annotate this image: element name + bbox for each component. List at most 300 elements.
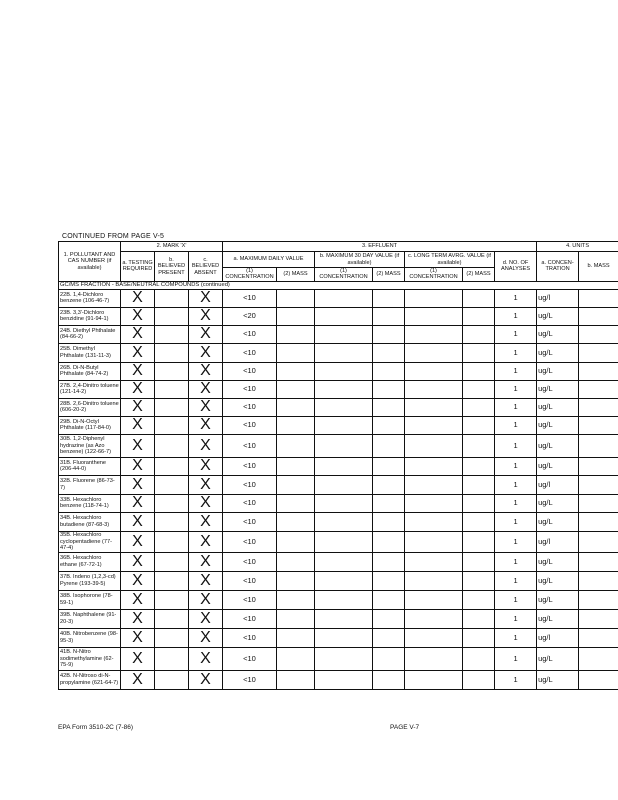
long-term-concentration[interactable] [405,571,463,590]
max-30-mass[interactable] [373,590,405,609]
max-30-concentration[interactable] [315,380,373,398]
testing-required-checkbox[interactable]: X [121,552,155,571]
mass-unit[interactable] [579,416,618,434]
concentration-unit[interactable]: ug/L [537,362,579,380]
believed-present-checkbox[interactable] [155,434,189,457]
max-daily-header: a. MAXIMUM DAILY VALUE [223,252,315,268]
max-30-concentration[interactable] [315,590,373,609]
max-daily-concentration[interactable]: <10 [223,609,277,628]
max-30-mass[interactable] [373,343,405,362]
long-term-mass[interactable] [463,325,495,343]
believed-absent-checkbox[interactable]: X [189,416,223,434]
max-30-mass[interactable] [373,647,405,670]
max-30-mass[interactable] [373,416,405,434]
max-daily-mass[interactable] [277,647,315,670]
max-daily-concentration[interactable]: <10 [223,325,277,343]
long-term-mass[interactable] [463,590,495,609]
believed-absent-checkbox[interactable]: X [189,670,223,689]
mass-unit[interactable] [579,362,618,380]
max-30-mass[interactable] [373,628,405,647]
num-analyses[interactable]: 1 [495,552,537,571]
mass-unit[interactable] [579,343,618,362]
concentration-unit[interactable]: ug/L [537,590,579,609]
believed-present-checkbox[interactable] [155,416,189,434]
believed-absent-header: c. BELIEVED ABSENT [189,252,223,282]
num-analyses[interactable]: 1 [495,475,537,494]
believed-present-checkbox[interactable] [155,475,189,494]
units-mass-header: b. MASS [579,252,618,282]
believed-present-checkbox[interactable] [155,494,189,512]
long-term-concentration[interactable] [405,398,463,416]
mass-unit[interactable] [579,628,618,647]
long-term-avg-header: c. LONG TERM AVRG. VALUE (if available) [405,252,495,268]
max-daily-concentration[interactable]: <10 [223,380,277,398]
believed-absent-checkbox[interactable]: X [189,325,223,343]
max-30-mass[interactable] [373,380,405,398]
table-row [59,307,618,325]
max-daily-concentration[interactable]: <10 [223,552,277,571]
pollutant-name: 39B. Naphthalene (91-20-3) [59,609,121,628]
mass-unit[interactable] [579,398,618,416]
concentration-unit[interactable]: ug/L [537,380,579,398]
max-daily-concentration[interactable]: <10 [223,457,277,475]
mass-unit[interactable] [579,647,618,670]
believed-absent-checkbox[interactable]: X [189,552,223,571]
pollutant-name: 25B. Dimethyl Phthalate (131-11-3) [59,343,121,362]
mass-unit[interactable] [579,475,618,494]
believed-present-checkbox[interactable] [155,552,189,571]
max-daily-concentration[interactable]: <10 [223,362,277,380]
max-daily-conc-header: (1) CONCENTRATION [223,268,277,282]
long-term-concentration[interactable] [405,380,463,398]
long-term-mass[interactable] [463,343,495,362]
max-30-concentration[interactable] [315,434,373,457]
long-term-concentration[interactable] [405,343,463,362]
max-daily-mass[interactable] [277,512,315,531]
max-daily-mass[interactable] [277,398,315,416]
concentration-unit[interactable]: ug/L [537,416,579,434]
max-30-concentration[interactable] [315,398,373,416]
concentration-unit[interactable]: ug/L [537,571,579,590]
believed-present-checkbox[interactable] [155,398,189,416]
num-analyses[interactable]: 1 [495,398,537,416]
long-term-concentration[interactable] [405,362,463,380]
testing-required-header: a. TESTING REQUIRED [121,252,155,282]
max-30-mass[interactable] [373,434,405,457]
believed-absent-checkbox[interactable]: X [189,628,223,647]
table-row [59,475,618,494]
num-analyses[interactable]: 1 [495,590,537,609]
testing-required-checkbox[interactable]: X [121,647,155,670]
max-daily-mass[interactable] [277,531,315,552]
max-30-concentration[interactable] [315,628,373,647]
max-30-mass[interactable] [373,609,405,628]
pollutant-name: 40B. Nitrobenzene (98-95-3) [59,628,121,647]
long-term-concentration[interactable] [405,531,463,552]
max-daily-mass[interactable] [277,380,315,398]
max-daily-concentration[interactable]: <20 [223,307,277,325]
long-term-mass-header: (2) MASS [463,268,495,282]
num-analyses[interactable]: 1 [495,362,537,380]
believed-present-checkbox[interactable] [155,670,189,689]
max-daily-mass[interactable] [277,307,315,325]
testing-required-checkbox[interactable]: X [121,325,155,343]
max-30-concentration[interactable] [315,670,373,689]
long-term-concentration[interactable] [405,289,463,307]
max-30-mass[interactable] [373,289,405,307]
pollutant-rows [59,289,618,689]
concentration-unit[interactable]: ug/l [537,475,579,494]
max-daily-concentration[interactable]: <10 [223,647,277,670]
num-analyses[interactable]: 1 [495,434,537,457]
num-analyses[interactable]: 1 [495,647,537,670]
testing-required-checkbox[interactable]: X [121,531,155,552]
mass-unit[interactable] [579,307,618,325]
believed-present-checkbox[interactable] [155,512,189,531]
num-analyses[interactable]: 1 [495,494,537,512]
max-daily-mass[interactable] [277,609,315,628]
num-analyses[interactable]: 1 [495,571,537,590]
table-row [59,628,618,647]
num-analyses[interactable]: 1 [495,457,537,475]
mass-unit[interactable] [579,457,618,475]
long-term-conc-header: (1) CONCENTRATION [405,268,463,282]
believed-absent-checkbox[interactable]: X [189,307,223,325]
max-30-mass[interactable] [373,531,405,552]
believed-present-checkbox[interactable] [155,289,189,307]
long-term-concentration[interactable] [405,609,463,628]
max-daily-concentration[interactable]: <10 [223,434,277,457]
concentration-unit[interactable]: ug/L [537,307,579,325]
max-daily-concentration[interactable]: <10 [223,475,277,494]
pollutant-name: 22B. 1,4-Dichloro benzene (106-46-7) [59,289,121,307]
max-daily-mass-header: (2) MASS [277,268,315,282]
testing-required-checkbox[interactable]: X [121,380,155,398]
long-term-concentration[interactable] [405,416,463,434]
testing-required-checkbox[interactable]: X [121,571,155,590]
max-30-concentration[interactable] [315,307,373,325]
table-row [59,531,618,552]
num-analyses[interactable]: 1 [495,531,537,552]
concentration-unit[interactable]: ug/L [537,494,579,512]
pollutant-name: 36B. Hexachloro ethane (67-72-1) [59,552,121,571]
mass-unit[interactable] [579,609,618,628]
mass-unit[interactable] [579,434,618,457]
testing-required-checkbox[interactable]: X [121,590,155,609]
concentration-unit[interactable]: ug/L [537,609,579,628]
long-term-mass[interactable] [463,416,495,434]
max-30-day-header: b. MAXIMUM 30 DAY VALUE (if available) [315,252,405,268]
max-daily-mass[interactable] [277,590,315,609]
pollutant-name: 31B. Fluoranthene (206-44-0) [59,457,121,475]
max-daily-mass[interactable] [277,552,315,571]
max-30-concentration[interactable] [315,512,373,531]
max-daily-mass[interactable] [277,343,315,362]
max-30-mass[interactable] [373,362,405,380]
pollutant-name: 42B. N-Nitroso di-N-propylamine (621-64-7) [59,670,121,689]
believed-absent-checkbox[interactable]: X [189,398,223,416]
max-daily-mass[interactable] [277,434,315,457]
concentration-unit[interactable]: ug/L [537,670,579,689]
believed-absent-checkbox[interactable]: X [189,457,223,475]
max-daily-mass[interactable] [277,416,315,434]
max-daily-mass[interactable] [277,628,315,647]
max-30-concentration[interactable] [315,647,373,670]
max-daily-concentration[interactable]: <10 [223,531,277,552]
effluent-form-table [58,241,618,690]
max-30-mass-header: (2) MASS [373,268,405,282]
concentration-unit[interactable]: ug/L [537,552,579,571]
long-term-concentration[interactable] [405,552,463,571]
long-term-concentration[interactable] [405,670,463,689]
testing-required-checkbox[interactable]: X [121,416,155,434]
testing-required-checkbox[interactable]: X [121,398,155,416]
max-30-concentration[interactable] [315,494,373,512]
max-30-concentration[interactable] [315,457,373,475]
num-analyses[interactable]: 1 [495,307,537,325]
max-daily-concentration[interactable]: <10 [223,416,277,434]
long-term-mass[interactable] [463,398,495,416]
mass-unit[interactable] [579,494,618,512]
concentration-unit[interactable]: ug/L [537,343,579,362]
num-analyses[interactable]: 1 [495,609,537,628]
mass-unit[interactable] [579,552,618,571]
mass-unit[interactable] [579,325,618,343]
long-term-concentration[interactable] [405,434,463,457]
max-30-concentration[interactable] [315,289,373,307]
long-term-mass[interactable] [463,289,495,307]
mass-unit[interactable] [579,380,618,398]
long-term-concentration[interactable] [405,590,463,609]
believed-present-checkbox[interactable] [155,571,189,590]
believed-absent-checkbox[interactable]: X [189,531,223,552]
pollutant-name: 26B. Di-N-Butyl Phthalate (84-74-2) [59,362,121,380]
mass-unit[interactable] [579,289,618,307]
testing-required-checkbox[interactable]: X [121,434,155,457]
max-30-mass[interactable] [373,494,405,512]
table-row [59,325,618,343]
pollutant-header: 1. POLLUTANT AND CAS NUMBER (if available) [59,242,121,282]
max-daily-mass[interactable] [277,362,315,380]
max-daily-mass[interactable] [277,475,315,494]
believed-present-checkbox[interactable] [155,343,189,362]
max-daily-concentration[interactable]: <10 [223,494,277,512]
long-term-mass[interactable] [463,571,495,590]
table-row [59,552,618,571]
max-30-mass[interactable] [373,571,405,590]
believed-present-checkbox[interactable] [155,380,189,398]
page-number: PAGE V-7 [390,724,420,731]
max-daily-mass[interactable] [277,670,315,689]
pollutant-name: 35B. Hexachloro cyclopentadiene (77-47-4) [59,531,121,552]
believed-present-checkbox[interactable] [155,531,189,552]
max-30-concentration[interactable] [315,325,373,343]
max-daily-concentration[interactable]: <10 [223,512,277,531]
max-30-concentration[interactable] [315,475,373,494]
num-analyses[interactable]: 1 [495,670,537,689]
believed-absent-checkbox[interactable]: X [189,647,223,670]
table-row [59,647,618,670]
long-term-mass[interactable] [463,307,495,325]
units-concentration-header: a. CONCEN- TRATION [537,252,579,282]
max-30-concentration[interactable] [315,362,373,380]
long-term-concentration[interactable] [405,647,463,670]
long-term-concentration[interactable] [405,325,463,343]
long-term-mass[interactable] [463,670,495,689]
long-term-concentration[interactable] [405,494,463,512]
mark-x-header: 2. MARK 'X' [121,242,223,252]
testing-required-checkbox[interactable]: X [121,670,155,689]
max-daily-concentration[interactable]: <10 [223,670,277,689]
believed-absent-checkbox[interactable]: X [189,343,223,362]
max-30-concentration[interactable] [315,416,373,434]
testing-required-checkbox[interactable]: X [121,289,155,307]
believed-absent-checkbox[interactable]: X [189,362,223,380]
mass-unit[interactable] [579,531,618,552]
mass-unit[interactable] [579,512,618,531]
long-term-mass[interactable] [463,494,495,512]
long-term-mass[interactable] [463,434,495,457]
pollutant-name: 29B. Di-N-Octyl Phthalate (117-84-0) [59,416,121,434]
max-30-mass[interactable] [373,552,405,571]
long-term-mass[interactable] [463,457,495,475]
max-30-mass[interactable] [373,475,405,494]
long-term-concentration[interactable] [405,628,463,647]
max-30-concentration[interactable] [315,343,373,362]
form-id: EPA Form 3510-2C (7-86) [58,724,134,731]
testing-required-checkbox[interactable]: X [121,494,155,512]
believed-absent-checkbox[interactable]: X [189,571,223,590]
testing-required-checkbox[interactable]: X [121,307,155,325]
believed-absent-checkbox[interactable]: X [189,512,223,531]
concentration-unit[interactable]: ug/l [537,289,579,307]
table-row [59,590,618,609]
believed-absent-checkbox[interactable]: X [189,380,223,398]
concentration-unit[interactable]: ug/L [537,434,579,457]
long-term-mass[interactable] [463,609,495,628]
table-row [59,416,618,434]
max-daily-concentration[interactable]: <10 [223,590,277,609]
believed-present-checkbox[interactable] [155,325,189,343]
mass-unit[interactable] [579,571,618,590]
num-analyses[interactable]: 1 [495,416,537,434]
num-analyses[interactable]: 1 [495,380,537,398]
believed-present-checkbox[interactable] [155,457,189,475]
table-row [59,289,618,307]
believed-present-checkbox[interactable] [155,609,189,628]
num-analyses[interactable]: 1 [495,289,537,307]
believed-present-checkbox[interactable] [155,590,189,609]
believed-absent-checkbox[interactable]: X [189,434,223,457]
units-header: 4. UNITS [537,242,618,252]
pollutant-name: 30B. 1,2-Diphenyl hydrazine (as Azo benzene) (122-66-7) [59,434,121,457]
table-row [59,434,618,457]
section-title: GC/MS FRACTION - BASE/NEUTRAL COMPOUNDS (continued) [59,281,618,289]
max-daily-mass[interactable] [277,457,315,475]
believed-present-checkbox[interactable] [155,647,189,670]
max-30-mass[interactable] [373,512,405,531]
long-term-mass[interactable] [463,531,495,552]
table-row [59,380,618,398]
long-term-concentration[interactable] [405,475,463,494]
mass-unit[interactable] [579,670,618,689]
long-term-concentration[interactable] [405,457,463,475]
testing-required-checkbox[interactable]: X [121,609,155,628]
max-daily-concentration[interactable]: <10 [223,628,277,647]
max-30-mass[interactable] [373,398,405,416]
long-term-mass[interactable] [463,475,495,494]
testing-required-checkbox[interactable]: X [121,457,155,475]
long-term-mass[interactable] [463,552,495,571]
num-analyses[interactable]: 1 [495,325,537,343]
long-term-mass[interactable] [463,362,495,380]
concentration-unit[interactable]: ug/L [537,512,579,531]
concentration-unit[interactable]: ug/L [537,325,579,343]
concentration-unit[interactable]: ug/L [537,457,579,475]
max-daily-concentration[interactable]: <10 [223,343,277,362]
long-term-mass[interactable] [463,647,495,670]
long-term-concentration[interactable] [405,307,463,325]
pollutant-name: 34B. Hexachloro butadiene (87-68-3) [59,512,121,531]
max-30-conc-header: (1) CONCENTRATION [315,268,373,282]
testing-required-checkbox[interactable]: X [121,475,155,494]
max-daily-mass[interactable] [277,571,315,590]
concentration-unit[interactable]: ug/l [537,531,579,552]
max-30-concentration[interactable] [315,531,373,552]
max-daily-mass[interactable] [277,325,315,343]
believed-absent-checkbox[interactable]: X [189,609,223,628]
testing-required-checkbox[interactable]: X [121,343,155,362]
max-30-mass[interactable] [373,325,405,343]
max-30-concentration[interactable] [315,552,373,571]
max-30-mass[interactable] [373,307,405,325]
long-term-mass[interactable] [463,380,495,398]
max-30-concentration[interactable] [315,571,373,590]
pollutant-name: 24B. Diethyl Phthalate (84-66-2) [59,325,121,343]
max-30-mass[interactable] [373,670,405,689]
max-30-concentration[interactable] [315,609,373,628]
num-analyses[interactable]: 1 [495,512,537,531]
max-30-mass[interactable] [373,457,405,475]
concentration-unit[interactable]: ug/L [537,647,579,670]
concentration-unit[interactable]: ug/L [537,398,579,416]
believed-absent-checkbox[interactable]: X [189,475,223,494]
num-analyses[interactable]: 1 [495,343,537,362]
believed-present-checkbox[interactable] [155,362,189,380]
long-term-concentration[interactable] [405,512,463,531]
testing-required-checkbox[interactable]: X [121,628,155,647]
max-daily-mass[interactable] [277,289,315,307]
table-row [59,494,618,512]
believed-absent-checkbox[interactable]: X [189,289,223,307]
max-daily-mass[interactable] [277,494,315,512]
testing-required-checkbox[interactable]: X [121,362,155,380]
believed-present-checkbox[interactable] [155,628,189,647]
believed-absent-checkbox[interactable]: X [189,494,223,512]
pollutant-name: 33B. Hexachloro benzene (118-74-1) [59,494,121,512]
concentration-unit[interactable]: ug/l [537,628,579,647]
mass-unit[interactable] [579,590,618,609]
num-analyses[interactable]: 1 [495,628,537,647]
max-daily-concentration[interactable]: <10 [223,398,277,416]
long-term-mass[interactable] [463,628,495,647]
testing-required-checkbox[interactable]: X [121,512,155,531]
believed-absent-checkbox[interactable]: X [189,590,223,609]
long-term-mass[interactable] [463,512,495,531]
max-daily-concentration[interactable]: <10 [223,289,277,307]
believed-present-checkbox[interactable] [155,307,189,325]
max-daily-concentration[interactable]: <10 [223,571,277,590]
